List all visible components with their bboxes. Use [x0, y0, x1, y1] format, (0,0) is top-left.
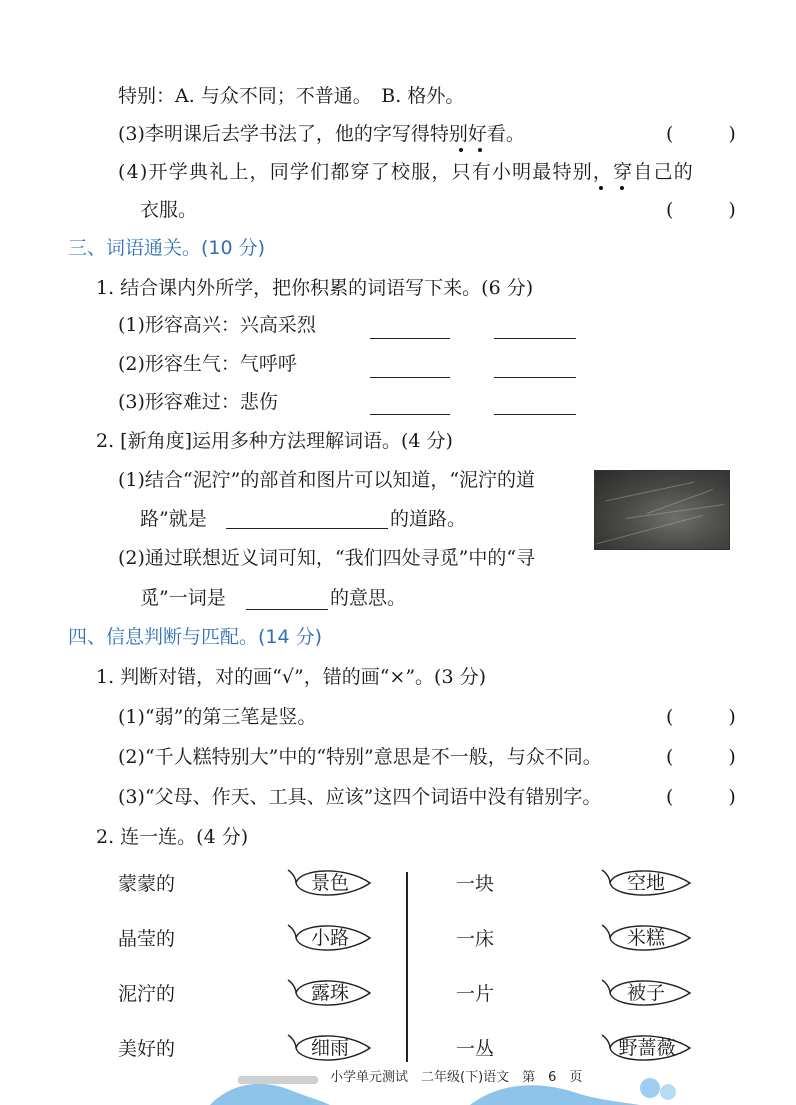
emphasis-dot: [599, 186, 603, 190]
emphasis-dot: [478, 148, 482, 152]
section-4-title: 四、信息判断与匹配。(14 分): [68, 626, 323, 648]
answer-paren[interactable]: ( ): [666, 123, 754, 145]
s4-q2-stem: 2. 连一连。(4 分): [96, 826, 249, 848]
s3-q2-item1-line1: (1)结合“泥泞”的部首和图片可以知道，“泥泞的道: [118, 469, 536, 491]
answer-blank[interactable]: [494, 338, 576, 339]
footer-label: 小学单元测试 二年级(下)语文 第 6 页: [330, 1070, 583, 1085]
match-left-bubble[interactable]: 景色: [310, 872, 349, 894]
s3-q2-item1-line2a: 路”就是: [140, 508, 207, 530]
answer-blank[interactable]: [226, 528, 388, 529]
answer-blank[interactable]: [370, 377, 450, 378]
answer-blank[interactable]: [370, 338, 450, 339]
match-right-bubble[interactable]: 米糕: [626, 927, 665, 949]
question-4-line1: (4)开学典礼上，同学们都穿了校服，只有小明最特别，穿自己的: [118, 161, 694, 183]
emphasis-dot: [620, 186, 624, 190]
match-right-bubble[interactable]: 空地: [626, 872, 665, 894]
question-3: (3)李明课后去学书法了，他的字写得特别好看。: [118, 123, 525, 145]
s3-q1-item3: (3)形容难过：悲伤: [118, 391, 278, 413]
match-left-bubble[interactable]: 露珠: [310, 982, 349, 1004]
section-3-title: 三、词语通关。(10 分): [68, 237, 266, 259]
s3-q1-item1: (1)形容高兴：兴高采烈: [118, 314, 316, 336]
answer-blank[interactable]: [246, 609, 328, 610]
match-left-word: 泥泞的: [118, 983, 176, 1005]
answer-blank[interactable]: [370, 414, 450, 415]
divider-line: [406, 872, 408, 1062]
answer-blank[interactable]: [494, 414, 576, 415]
answer-paren[interactable]: ( ): [666, 786, 754, 808]
answer-blank[interactable]: [494, 377, 576, 378]
match-right-word: 一床: [456, 928, 495, 950]
match-left-bubble[interactable]: 细雨: [310, 1037, 349, 1059]
answer-paren[interactable]: ( ): [666, 199, 754, 221]
answer-paren[interactable]: ( ): [666, 746, 754, 768]
s3-q2-item2-line2b: 的意思。: [330, 587, 407, 609]
match-right-bubble[interactable]: 被子: [626, 982, 665, 1004]
match-left-bubble[interactable]: 小路: [310, 927, 349, 949]
match-right-bubble[interactable]: 野蔷薇: [618, 1037, 676, 1059]
s3-q2-item1-line2b: 的道路。: [390, 508, 467, 530]
s3-q2-item2-line1: (2)通过联想近义词可知，“我们四处寻觅”中的“寻: [118, 547, 536, 569]
s3-q2-stem: 2. [新角度]运用多种方法理解词语。(4 分): [96, 430, 453, 452]
answer-paren[interactable]: ( ): [666, 706, 754, 728]
match-right-word: 一片: [456, 983, 495, 1005]
s3-q1-item2: (2)形容生气：气呼呼: [118, 353, 297, 375]
s4-q1-item1: (1)“弱”的第三笔是竖。: [118, 706, 317, 728]
match-left-word: 蒙蒙的: [118, 873, 176, 895]
s4-q1-item2: (2)“千人糕特别大”中的“特别”意思是不一般，与众不同。: [118, 746, 602, 768]
question-4-line2: 衣服。: [140, 199, 198, 221]
emphasis-dot: [459, 148, 463, 152]
s3-q2-item2-line2a: 觅”一词是: [140, 587, 226, 609]
s4-q1-item3: (3)“父母、作天、工具、应该”这四个词语中没有错别字。: [118, 786, 602, 808]
s3-q1-stem: 1. 结合课内外所学，把你积累的词语写下来。(6 分): [96, 277, 534, 299]
match-right-word: 一块: [456, 873, 495, 895]
match-left-word: 美好的: [118, 1038, 176, 1060]
match-left-word: 晶莹的: [118, 928, 176, 950]
match-right-word: 一丛: [456, 1038, 495, 1060]
muddy-road-photo: [594, 470, 730, 550]
s4-q1-stem: 1. 判断对错，对的画“√”，错的画“×”。(3 分): [96, 666, 487, 688]
options-line: 特别：A. 与众不同；不普通。 B. 格外。: [118, 85, 465, 107]
